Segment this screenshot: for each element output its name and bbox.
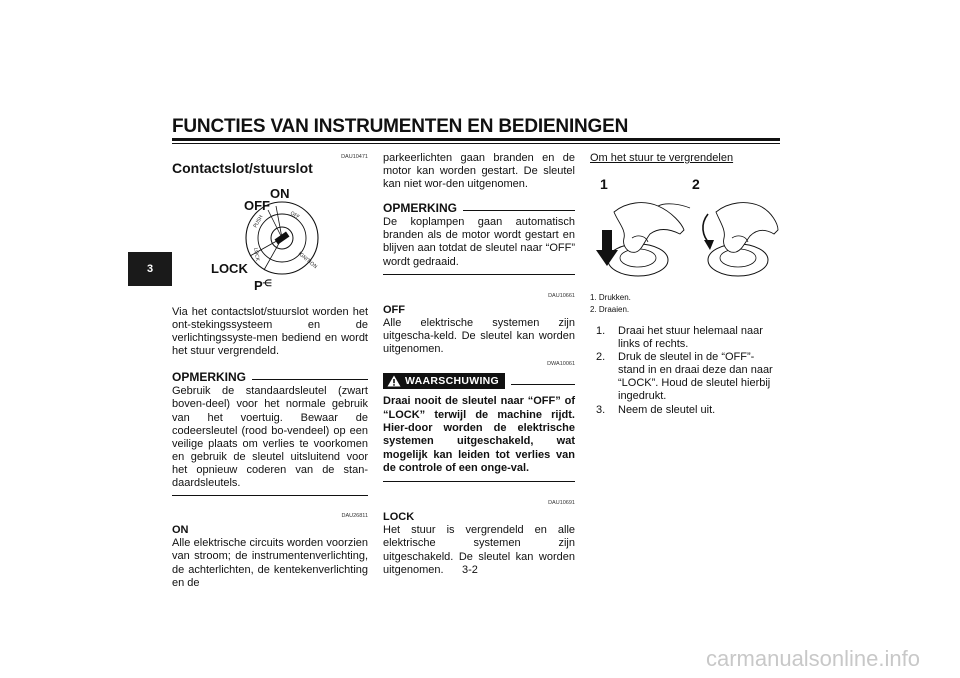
parking-icon: ⋲ [262,278,272,288]
on-heading: ON [172,524,189,537]
chapter-tab: 3 [128,252,172,286]
note-heading-label: OPMERKING [172,369,247,384]
diagram-label-on: ON [270,186,290,201]
diagram-label-off: OFF [244,198,270,213]
caption-item: 1. Drukken. [590,293,631,302]
note-heading-label: OPMERKING [383,200,458,215]
note-heading [383,201,575,215]
list-item [596,351,780,403]
column-2 [383,152,575,577]
doc-code: DAU10471 [341,154,368,160]
off-text: Alle elektrische systemen zijn uitgescha-keld. De sleutel kan worden uitgenomen. [383,316,575,356]
on-text: Alle elektrische circuits worden voorzien van stroom; de instrumentenverlichting, de achterlichten, de kentekenverlichting en de [172,537,368,589]
step-text: Druk de sleutel in de “OFF”-stand in en draai deze dan naar “LOCK”. Houd de sleutel hierbij ingedrukt. [618,351,773,403]
svg-text:IGNITION: IGNITION [296,250,319,271]
figure-label-1: 1 [600,176,608,192]
figure-label-2: 2 [692,176,700,192]
subsection-title: Om het stuur te vergrendelen [590,152,734,164]
note-text: Gebruik de standaardsleutel (zwart boven-deel) voor het normale gebruik van het voertuig. Bewaar de codeersleutel (rood bo-vendeel) op een veilige plaats om verlies te voorkomen en gebruik de sleutel uitsluitend voor het opnieuw coderen van de stan-daardsleutels. [172,385,368,490]
svg-text:PUSH: PUSH [252,214,265,229]
list-item [596,404,780,417]
diagram-label-p-text: P [254,278,263,293]
note-end-rule [383,274,575,275]
warning-badge [383,373,505,389]
lock-text: Het stuur is vergrendeld en alle elektrische systemen zijn uitgeschakeld. De sleutel kan worden uitgenomen. [383,524,575,576]
warning-text: Draai nooit de sleutel naar “OFF” of “LOCK” terwijl de machine rijdt. Hier-door worden de elektrische systemen uitgeschakeld, wat mogelijk kan leiden tot verlies van de controle of een onge-val. [383,395,575,475]
step-text: Neem de sleutel uit. [618,403,716,416]
svg-text:OFF: OFF [289,210,301,221]
diagram-label-lock: LOCK [211,261,248,276]
svg-text:LOCK: LOCK [252,247,261,262]
note-text: De koplampen gaan automatisch branden als de motor wordt gestart en blijven aan totdat de sleutel naar “OFF” wordt gedraaid. [383,216,575,268]
off-heading: OFF [383,303,405,316]
header-rule-thin [172,143,780,144]
page-number: 3-2 [462,564,478,576]
continued-text: parkeerlichten gaan branden en de motor kan worden gestart. De sleutel kan niet wor-den uitgenomen. [383,152,575,191]
section-title: Contactslot/stuurslot [172,160,313,176]
page-header-title: FUNCTIES VAN INSTRUMENTEN EN BEDIENINGEN [172,116,629,137]
warning-heading-rule [511,384,575,385]
lock-heading: LOCK [383,511,415,524]
warning-heading [383,373,575,389]
header-rule [172,138,780,141]
warning-end-rule [383,481,575,483]
doc-code: DAU10661 [548,292,575,299]
doc-code: DAU10691 [548,500,575,507]
column-1 [172,306,368,590]
steering-lock-illustration [592,172,780,288]
doc-code: DWA10061 [547,361,575,368]
watermark: carmanualsonline.info [705,646,920,671]
steering-lock-figure [592,172,780,288]
note-heading [172,370,368,384]
warning-triangle-icon [387,375,401,387]
step-number: 3. [596,403,606,416]
note-end-rule [172,495,368,496]
figure-captions [590,292,780,316]
caption-item: 2. Draaien. [590,305,630,314]
step-number: 1. [596,325,606,337]
list-item [596,325,780,351]
step-text: Draai het stuur helemaal naar links of rechts. [618,325,763,351]
diagram-label-p [254,278,272,293]
note-heading-rule [463,210,575,211]
step-number: 2. [596,351,606,364]
note-heading-rule [252,379,368,380]
intro-text: Via het contactslot/stuurslot worden het ont-stekingssysteem en de verlichtingssyste-men bediend en wordt het stuur vergrendeld. [172,306,368,358]
warning-label: WAARSCHUWING [405,374,500,387]
steps-list [596,325,780,417]
doc-code: DAU26811 [341,513,368,520]
